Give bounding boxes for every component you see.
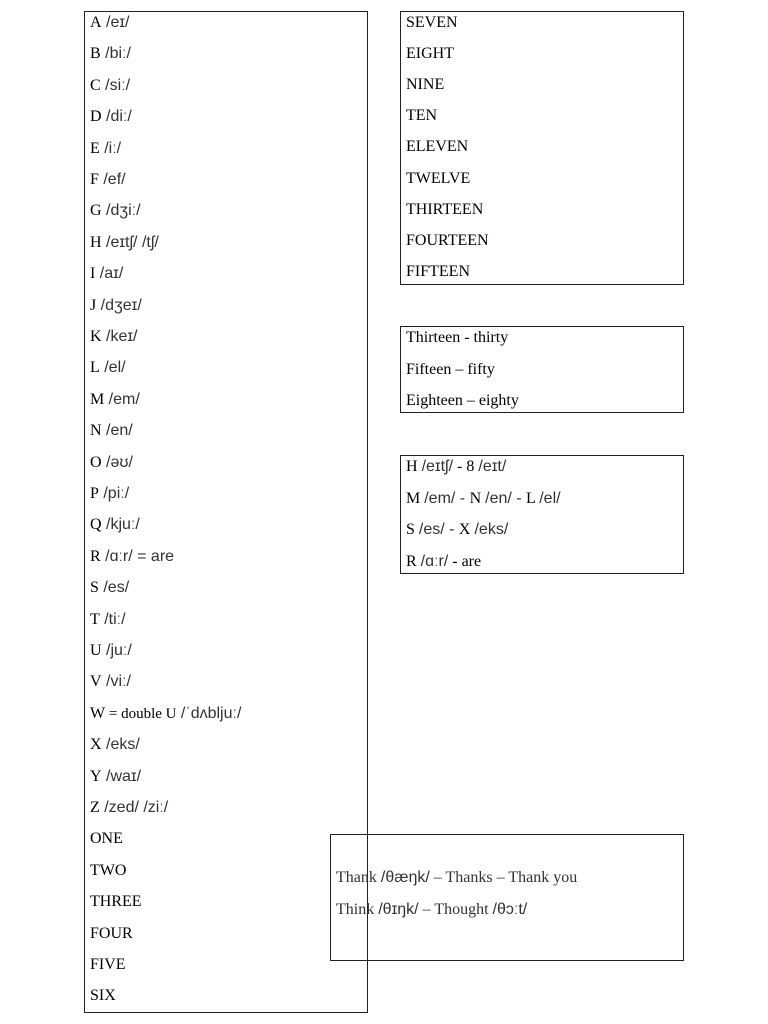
alphabet-row — [90, 108, 132, 126]
alphabet-row — [90, 579, 129, 597]
text-run: H — [406, 458, 422, 475]
ipa-pronunciation: /zed/ /ziː/ — [99, 799, 169, 816]
number-word: NINE — [406, 76, 445, 94]
alphabet-row — [90, 516, 140, 534]
number-word: SIX — [90, 987, 116, 1005]
alphabet-row — [90, 77, 130, 95]
ipa-pronunciation: /viː/ — [101, 673, 131, 691]
number-row — [90, 987, 116, 1005]
letter: G — [90, 202, 102, 220]
ipa-pronunciation: /aɪ/ — [95, 265, 124, 283]
number-word: FOURTEEN — [406, 231, 489, 249]
ipa-pronunciation: /es/ - — [418, 521, 459, 539]
ipa-pronunciation: /dʒeɪ/ — [96, 296, 142, 314]
text-run: M — [406, 489, 425, 507]
ipa-pronunciation: /eɪtʃ/ — [421, 458, 454, 475]
alphabet-row — [90, 359, 126, 377]
letter: F — [90, 171, 99, 188]
teens-tens-box — [400, 326, 684, 413]
ipa-pronunciation: /eɪtʃ/ /tʃ/ — [101, 233, 159, 251]
number-word: TWO — [90, 861, 127, 879]
number-word: FOUR — [90, 924, 133, 942]
alphabet-row — [90, 422, 133, 440]
text-run: L — [526, 489, 540, 507]
number-row — [406, 232, 489, 250]
alphabet-row — [90, 768, 141, 786]
teens-pair: Fifteen – fifty — [406, 360, 495, 378]
alphabet-row — [90, 642, 132, 660]
number-row — [406, 45, 454, 63]
ipa-pronunciation: /es/ — [98, 579, 130, 597]
alphabet-row — [90, 265, 123, 283]
thank-think-box — [330, 834, 684, 961]
letter: U — [90, 642, 102, 659]
letter: X — [90, 736, 102, 754]
ipa-pronunciation: /el/ — [539, 489, 561, 507]
alphabet-row — [90, 736, 140, 754]
number-word: SEVEN — [406, 14, 458, 31]
text-run: N — [469, 489, 486, 507]
ipa-pronunciation: /juː/ — [101, 642, 132, 659]
number-row — [90, 925, 133, 943]
ipa-pronunciation: /siː/ — [100, 76, 131, 94]
number-row — [406, 138, 468, 156]
number-row — [406, 76, 444, 94]
teens-pair: Thirteen - thirty — [406, 329, 509, 346]
number-word: FIVE — [90, 956, 126, 973]
ipa-pronunciation: /eks/ — [474, 521, 509, 539]
letter: J — [90, 296, 97, 314]
text-run: – Thanks – Thank you — [429, 869, 578, 886]
alphabet-row — [90, 45, 131, 63]
alphabet-row — [90, 391, 140, 409]
letter: E — [90, 139, 100, 157]
letter: N — [90, 422, 102, 440]
number-word: THREE — [90, 893, 142, 911]
confusable-row — [406, 458, 506, 476]
number-word: ONE — [90, 830, 123, 848]
letter: S — [90, 579, 99, 597]
alphabet-row — [90, 171, 126, 189]
numbers-box — [400, 11, 684, 285]
confusable-row — [406, 553, 481, 571]
confusable-row — [406, 490, 561, 508]
text-run: Think — [336, 901, 379, 918]
number-word: THIRTEEN — [406, 200, 484, 218]
letter: M — [90, 390, 105, 408]
teens-pair-row — [406, 329, 508, 347]
number-row — [406, 170, 470, 188]
text-run: X — [458, 521, 475, 539]
ipa-pronunciation: /ɑːr/ = are — [100, 547, 175, 565]
number-row — [90, 893, 142, 911]
number-word: ELEVEN — [406, 138, 469, 156]
number-word: EIGHT — [406, 45, 454, 63]
letter: V — [90, 673, 102, 691]
letter: K — [90, 328, 102, 345]
ipa-pronunciation: /iː/ — [99, 139, 122, 157]
ipa-pronunciation: /biː/ — [100, 45, 131, 63]
letter-alias: = double U — [105, 705, 177, 722]
ipa-pronunciation: /tiː/ — [99, 610, 126, 628]
alphabet-row — [90, 202, 141, 220]
ipa-pronunciation: /em/ - — [424, 489, 470, 507]
number-word: FIFTEEN — [406, 262, 470, 280]
alphabet-row — [90, 297, 142, 315]
number-word: TWELVE — [406, 169, 471, 187]
letter: Z — [90, 799, 100, 816]
alphabet-row — [90, 234, 159, 252]
number-row — [90, 830, 123, 848]
letter: C — [90, 76, 101, 94]
text-run: – Thought — [418, 901, 493, 918]
confusable-row — [406, 521, 508, 539]
text-run: - 8 — [453, 458, 479, 475]
letter: T — [90, 610, 100, 628]
alphabet-row — [90, 799, 168, 817]
alphabet-box — [84, 11, 368, 1013]
number-word: TEN — [406, 107, 438, 125]
text-run: Thank — [336, 869, 381, 886]
letter: H — [90, 233, 102, 251]
alphabet-row — [90, 611, 126, 629]
number-row — [406, 201, 483, 219]
letter: R — [90, 547, 101, 565]
alphabet-row — [90, 454, 133, 472]
alphabet-row — [90, 140, 121, 158]
ipa-pronunciation: /en/ - — [485, 489, 527, 507]
alphabet-row — [90, 673, 131, 691]
teens-pair-row — [406, 361, 495, 379]
letter: Q — [90, 516, 102, 534]
number-row — [406, 14, 458, 32]
thank-think-row — [336, 869, 577, 887]
ipa-pronunciation: /eɪ/ — [101, 14, 130, 31]
ipa-pronunciation: /keɪ/ — [101, 328, 138, 345]
ipa-pronunciation: /em/ — [104, 390, 140, 408]
text-run: - are — [448, 553, 482, 571]
letter: D — [90, 108, 102, 126]
alphabet-row — [90, 485, 129, 503]
ipa-pronunciation: /θɪŋk/ — [378, 901, 419, 918]
confusable-sounds-box — [400, 455, 684, 574]
alphabet-row — [90, 328, 138, 346]
ipa-pronunciation: /piː/ — [98, 485, 130, 502]
ipa-pronunciation: /ˈdʌbljuː/ — [176, 704, 242, 722]
ipa-pronunciation: /kjuː/ — [101, 516, 140, 534]
teens-pair: Eighteen – eighty — [406, 392, 519, 409]
text-run: R — [406, 553, 421, 571]
letter: W — [90, 704, 106, 722]
thank-think-row — [336, 901, 527, 919]
number-row — [406, 263, 470, 281]
text-run: S — [406, 521, 419, 539]
ipa-pronunciation: /dʒiː/ — [101, 202, 141, 220]
number-row — [90, 956, 126, 974]
ipa-pronunciation: /θɔːt/ — [492, 901, 528, 918]
ipa-pronunciation: /el/ — [99, 359, 126, 377]
ipa-pronunciation: /ef/ — [98, 171, 126, 188]
alphabet-row — [90, 705, 241, 723]
alphabet-row — [90, 548, 174, 566]
ipa-pronunciation: /en/ — [101, 422, 133, 440]
letter: Y — [90, 767, 102, 785]
alphabet-row — [90, 14, 130, 32]
letter: B — [90, 45, 101, 63]
letter: I — [90, 265, 96, 283]
letter: A — [90, 14, 102, 31]
letter: P — [90, 485, 99, 502]
ipa-pronunciation: /eks/ — [101, 736, 140, 754]
ipa-pronunciation: /əʊ/ — [101, 453, 133, 471]
ipa-pronunciation: /eɪt/ — [478, 458, 507, 475]
number-row — [90, 862, 126, 880]
ipa-pronunciation: /waɪ/ — [101, 767, 142, 785]
ipa-pronunciation: /ɑːr/ — [420, 553, 449, 571]
ipa-pronunciation: /diː/ — [101, 108, 132, 126]
number-row — [406, 107, 437, 125]
teens-pair-row — [406, 392, 519, 410]
ipa-pronunciation: /θæŋk/ — [380, 869, 430, 886]
letter: O — [90, 453, 102, 471]
letter: L — [90, 359, 100, 377]
